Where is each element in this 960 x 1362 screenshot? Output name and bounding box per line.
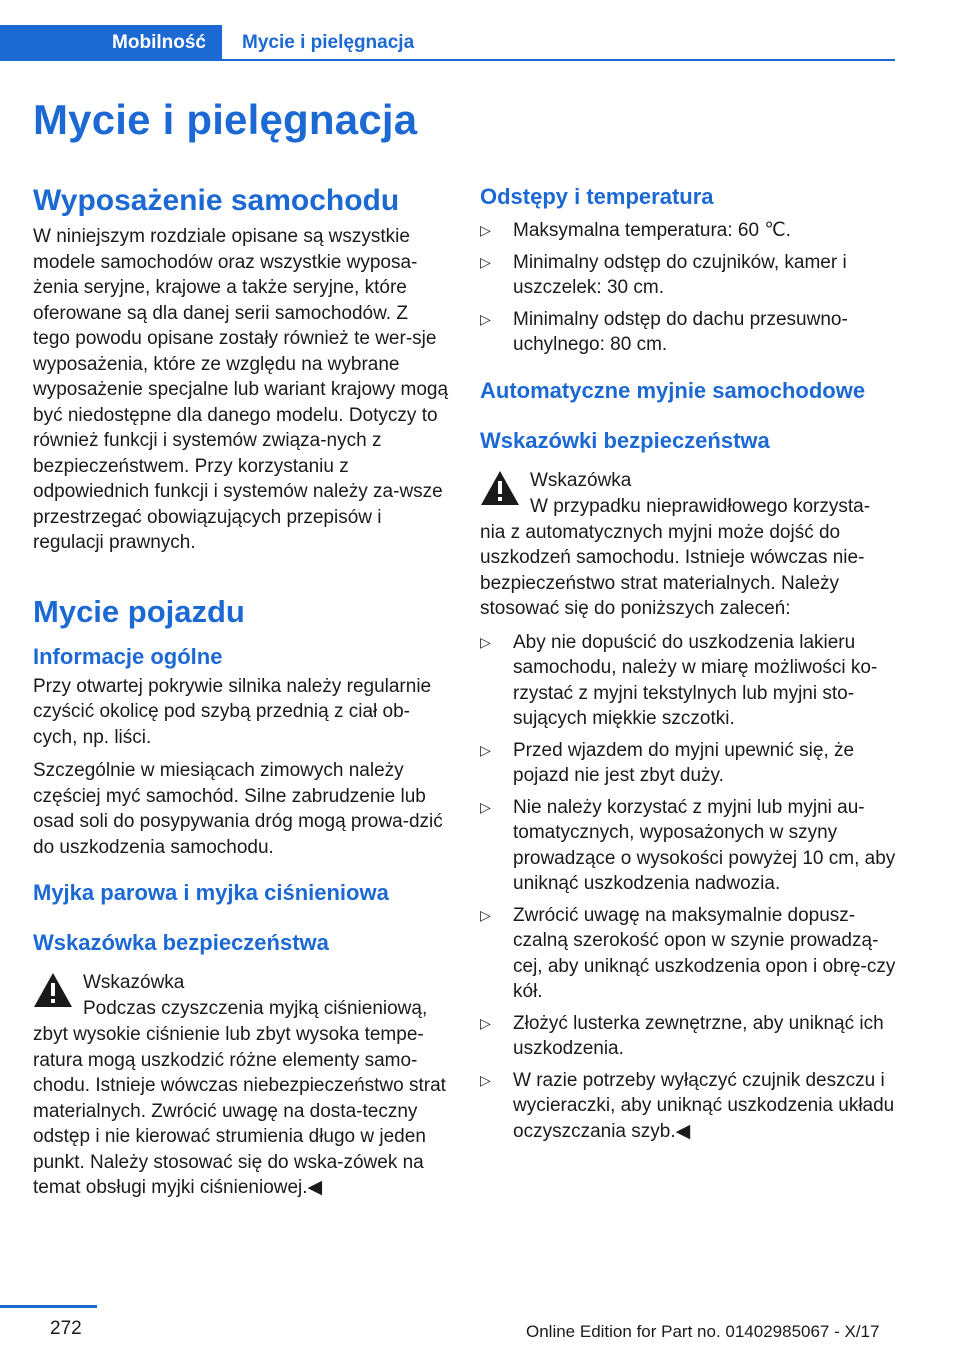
section-title-equipment: Wyposażenie samochodu — [33, 184, 400, 217]
list-item: ▷ W razie potrzeby wyłączyć czujnik deszczu i wycieraczki, aby uniknąć uszkodzenia układu oczyszczania szyb.◀ — [480, 1069, 895, 1142]
edition-footer: Online Edition for Part no. 01402985067 - X/17 — [526, 1322, 880, 1341]
bullet-triangle-icon: ▷ — [480, 222, 491, 238]
list-item: ▷ Maksymalna temperatura: 60 ℃. — [480, 218, 896, 244]
list-item: ▷ Przed wjazdem do myjni upewnić się, że pojazd nie jest zbyt duży. — [480, 739, 855, 786]
warning-text: zbyt wysokie ciśnienie lub zbyt wysoka tempe-ratura mogą uszkodzić różne elementy samo-chodu. Istnieje wówczas niebezpieczeństwo strat materialnych. Zwrócić uwagę na dosta-teczny odstęp i nie kierować strumienia długo w jeden punkt. Należy stosować się do wska-zówek na temat obsługi myjki ciśnieniowej.◀ — [33, 1024, 446, 1198]
warning-box-right — [480, 468, 896, 520]
warning-triangle-icon — [480, 470, 520, 506]
subsection-distances-temperature: Odstępy i temperatura — [480, 184, 714, 209]
bullet-triangle-icon: ▷ — [480, 906, 491, 923]
warning-title: Wskazówka — [530, 469, 632, 491]
subsection-safety-notes: Wskazówki bezpieczeństwa — [480, 427, 770, 453]
page-number: 272 — [50, 1318, 82, 1339]
list-item: ▷ Zwrócić uwagę na maksymalnie dopusz-czalną szerokość opon w szynie prowadzą-cej, aby uniknąć uszkodzenia opon i obrę-czy kół. — [480, 904, 896, 1002]
warning-title: Wskazówka — [83, 972, 185, 993]
warning-first-line: W przypadku nieprawidłowego korzysta- — [530, 495, 871, 517]
general-info-paragraph-2: Szczególnie w miesiącach zimowych należy częściej myć samochód. Silne zabrudzenie lub osad soli do posypywania dróg mogą prowa-dzić do uszkodzenia samochodu. — [33, 760, 443, 858]
bullet-triangle-icon: ▷ — [480, 253, 491, 270]
bullet-triangle-icon: ▷ — [480, 310, 491, 327]
bullet-triangle-icon: ▷ — [480, 798, 491, 815]
list-item: ▷ Minimalny odstęp do czujników, kamer i uszczelek: 30 cm. — [480, 251, 847, 298]
subsection-automatic-car-wash: Automatyczne myjnie samochodowe — [480, 377, 866, 403]
car-wash-list — [480, 630, 896, 1145]
header-rule — [222, 59, 895, 61]
section-title-washing: Mycie pojazdu — [33, 593, 245, 629]
bullet-triangle-icon: ▷ — [480, 1014, 491, 1031]
page-header — [0, 25, 895, 61]
bullet-triangle-icon: ▷ — [480, 1071, 491, 1088]
list-item: ▷ Minimalny odstęp do dachu przesuwno-uchylnego: 80 cm. — [480, 308, 848, 355]
list-item: ▷ Nie należy korzystać z myjni lub myjni au-tomatycznych, wyposażonych w szyny prowadzące o wysokości powyżej 10 cm, aby uniknąć uszkodzenia nadwozia. — [480, 796, 896, 894]
chapter-tab[interactable]: Mobilność — [0, 25, 222, 61]
list-item: ▷ Aby nie dopuścić do uszkodzenia lakieru samochodu, należy w miarę możliwości ko-rzystać z myjni tekstylnych lub myjni sto-sujących miękkie szczotki. — [480, 631, 878, 729]
general-info-paragraph-1: Przy otwartej pokrywie silnika należy regularnie czyścić okolicę pod szybą przednią z ciał ob-cych, np. liści. — [33, 675, 432, 748]
warning-triangle-icon — [33, 972, 73, 1008]
warning-first-line: Podczas czyszczenia myjką ciśnieniową, — [83, 998, 428, 1019]
subsection-general-info: Informacje ogólne — [33, 643, 223, 669]
list-item: ▷ Złożyć lusterka zewnętrzne, aby uniknąć ich uszkodzenia. — [480, 1012, 884, 1059]
warning-box-left — [33, 970, 449, 1022]
bullet-triangle-icon: ▷ — [480, 741, 491, 758]
bullet-triangle-icon: ▷ — [480, 633, 491, 650]
distances-list — [480, 218, 896, 358]
right-column — [480, 182, 896, 1144]
left-column — [33, 182, 449, 1201]
page-title: Mycie i pielęgnacja — [33, 96, 418, 143]
subsection-safety-note: Wskazówka bezpieczeństwa — [33, 930, 329, 955]
section-tab[interactable]: Mycie i pielęgnacja — [242, 32, 415, 53]
warning-text: nia z automatycznych myjni może dojść do uszkodzeń samochodu. Istnieje wówczas nie-bezpieczeństwo strat materialnych. Należy stosować się do poniższych zaleceń: — [480, 521, 865, 619]
subsection-steam-pressure-washer: Myjka parowa i myjka ciśnieniowa — [33, 880, 389, 905]
footer-rule — [0, 1305, 97, 1308]
equipment-paragraph: W niniejszym rozdziale opisane są wszystkie modele samochodów oraz wszystkie wyposa-żenia seryjne, krajowe a także seryjne, które oferowane są dla danej serii samochodów. Z tego powodu opisane zostały również te wer-sje wyposażenia, które ze względu na wybrane wyposażenie specjalne lub wariant krajowy mogą być niedostępne dla danego modelu. Dotyczy to również funkcji i systemów związa-nych z bezpieczeństwem. Przy korzystaniu z odpowiednich funkcji i systemów należy za-wsze przestrzegać obowiązujących przepisów i regulacji prawnych. — [33, 226, 449, 553]
